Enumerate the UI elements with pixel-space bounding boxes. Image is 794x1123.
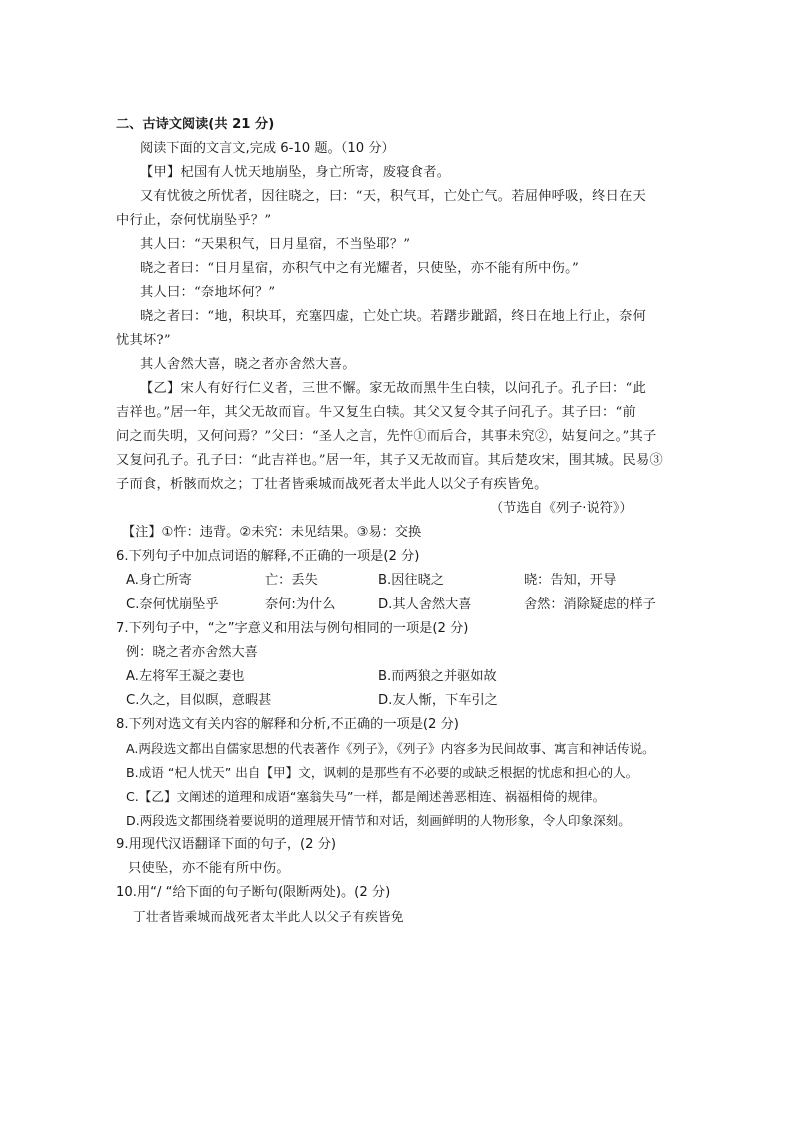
q6-option-b-gloss: 晓：告知，开导 xyxy=(524,573,617,588)
section-instruction: 阅读下面的文言文,完成 6-10 题。（10 分） xyxy=(140,141,395,156)
passage-yi-line: 【乙】宋人有好行仁义者，三世不懈。家无故而黑牛生白犊，以问孔子。孔子曰：“此 xyxy=(140,381,647,396)
passage-yi-line: 问之而失明，又何问焉？”父曰：“圣人之言，先忤①而后合，其事未究②，姑复问之。”其子 xyxy=(116,429,657,444)
q9-sentence: 只使坠，亦不能有所中伤。 xyxy=(128,861,290,876)
q6-stem: 6.下列句子中加点词语的解释,不正确的一项是(2 分) xyxy=(116,549,420,564)
q6-option-d-gloss: 舍然：消除疑虑的样子 xyxy=(524,597,656,612)
q10-stem: 10.用“/ “给下面的句子断句(限断两处)。(2 分) xyxy=(116,885,391,900)
q6-option-b-sentence: B.因往晓之 xyxy=(378,573,444,588)
passage-jia-line: 其人舍然大喜，晓之者亦舍然大喜。 xyxy=(140,357,356,372)
section-heading: 二、古诗文阅读(共 21 分) xyxy=(116,117,275,132)
q7-option-a: A.左将军王凝之妻也 xyxy=(126,669,245,684)
q6-option-a-sentence: A.身亡所寄 xyxy=(126,573,192,588)
passage-yi-line: 子而食，析骸而炊之；丁壮者皆乘城而战死者太半此人以父子有疾皆免。 xyxy=(116,477,548,492)
q8-option-d: D.两段选文都围绕着要说明的道理展开情节和对话，刻画鲜明的人物形象，令人印象深刻。 xyxy=(126,813,631,828)
q7-option-c: C.久之，目似瞑，意暇甚 xyxy=(126,693,272,708)
passage-source: （节选自《列子·说符》） xyxy=(490,501,633,516)
q6-option-c-gloss: 奈何:为什么 xyxy=(265,597,336,612)
q6-option-c-sentence: C.奈何忧崩坠乎 xyxy=(126,597,219,612)
passage-jia-line: 其人曰：“天果积气，日月星宿，不当坠耶？” xyxy=(140,237,411,252)
q8-stem: 8.下列对选文有关内容的解释和分析,不正确的一项是(2 分) xyxy=(116,717,459,732)
q8-option-c: C.【乙】文阐述的道理和成语“塞翁失马”一样，都是阐述善恶相连、祸福相倚的规律。 xyxy=(126,789,606,804)
passage-jia-line: 又有忧彼之所忧者，因往晓之，曰：“天，积气耳，亡处亡气。若屈伸呼吸，终日在天 xyxy=(140,189,647,204)
q7-stem: 7.下列句子中，“之”字意义和用法与例句相同的一项是(2 分) xyxy=(116,621,469,636)
passage-yi-line: 又复问孔子。孔子曰：“此吉祥也。”居一年，其子又无故而盲。其后楚攻宋，围其城。民易③ xyxy=(116,453,663,468)
q6-option-a-gloss: 亡：丢失 xyxy=(265,573,318,588)
passage-jia-line: 忧其坏?” xyxy=(116,333,171,348)
passage-jia-line: 晓之者曰：“地，积块耳，充塞四虚，亡处亡块。若躇步跐蹈，终日在地上行止，奈何 xyxy=(140,309,647,324)
q10-sentence: 丁壮者皆乘城而战死者太半此人以父子有疾皆免 xyxy=(133,909,404,924)
passage-jia-line: 【甲】杞国有人忧天地崩坠，身亡所寄，废寝食者。 xyxy=(140,165,451,180)
q8-option-a: A.两段选文都出自儒家思想的代表著作《列子》，《列子》内容多为民间故事、寓言和神话传说。 xyxy=(126,741,655,756)
annotation-note: 【注】①忤：违背。②未究：未见结果。③易：交换 xyxy=(122,525,422,540)
passage-yi-line: 吉祥也。”居一年，其父无故而盲。牛又复生白犊。其父又复令其子问孔子。其子曰：“前 xyxy=(116,405,637,420)
q9-stem: 9.用现代汉语翻译下面的句子，(2 分) xyxy=(116,837,337,852)
passage-jia-line: 中行止，奈何忧崩坠乎？” xyxy=(116,213,272,228)
passage-jia-line: 其人曰：“奈地坏何？” xyxy=(140,285,276,300)
q8-option-b: B.成语 “杞人忧天” 出自【甲】文，讽刺的是那些有不必要的或缺乏根据的忧虑和担心的人。 xyxy=(126,765,639,780)
q7-option-b: B.而两狼之并驱如故 xyxy=(378,669,497,684)
passage-jia-line: 晓之者曰：“日月星宿，亦积气中之有光耀者，只使坠，亦不能有所中伤。” xyxy=(140,261,580,276)
q6-option-d-sentence: D.其人舍然大喜 xyxy=(378,597,472,612)
q7-example: 例：晓之者亦舍然大喜 xyxy=(126,645,258,660)
q7-option-d: D.友人惭，下车引之 xyxy=(378,693,498,708)
